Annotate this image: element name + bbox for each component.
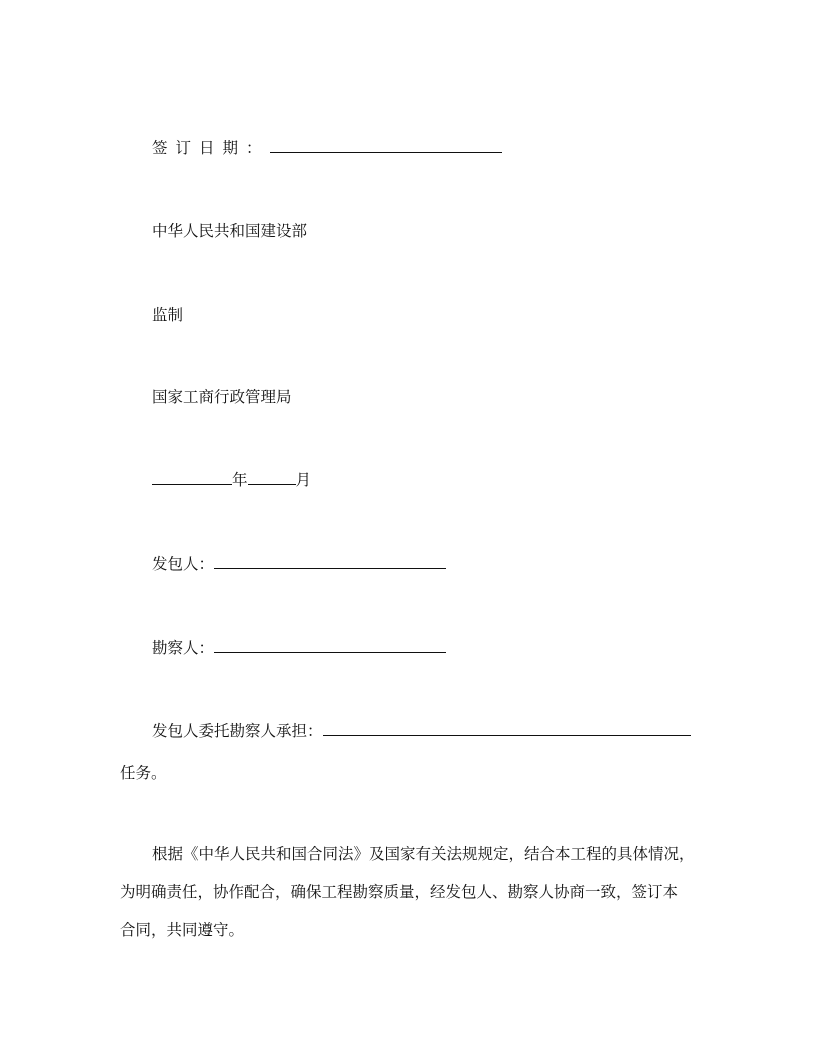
preamble-line-3: 合同，共同遵守。: [120, 921, 245, 939]
commission-suffix: 任务。: [120, 764, 167, 782]
preamble-line-1-text: 根据《中华人民共和国合同法》及国家有关法规规定，结合本工程的具体情况，: [152, 845, 695, 863]
issuer-supervision: 监制: [152, 306, 184, 324]
issuer-ministry: 中华人民共和国建设部: [152, 222, 308, 240]
surveyor-field[interactable]: [214, 638, 446, 653]
commission-label: 发包人委托勘察人承担：: [152, 722, 323, 740]
year-field[interactable]: [152, 470, 232, 485]
employer-row: [152, 554, 446, 574]
commission-field[interactable]: [323, 721, 691, 736]
commission-row: [152, 721, 691, 741]
preamble-paragraph: [120, 835, 700, 949]
employer-field[interactable]: [214, 554, 446, 569]
sign-date-label: 签订日期：: [152, 139, 270, 157]
date-row: [152, 470, 311, 490]
month-field[interactable]: [248, 470, 296, 485]
year-label: 年: [232, 471, 248, 489]
preamble-line-1: [120, 835, 700, 873]
employer-label: 发包人：: [152, 555, 215, 573]
sign-date-row: [152, 138, 502, 158]
surveyor-row: [152, 638, 446, 658]
surveyor-label: 勘察人：: [152, 639, 215, 657]
issuer-bureau: 国家工商行政管理局: [152, 388, 292, 406]
month-label: 月: [295, 471, 312, 489]
preamble-line-2: 为明确责任，协作配合，确保工程勘察质量，经发包人、勘察人协商一致，签订本: [120, 883, 679, 901]
sign-date-field[interactable]: [270, 138, 502, 153]
